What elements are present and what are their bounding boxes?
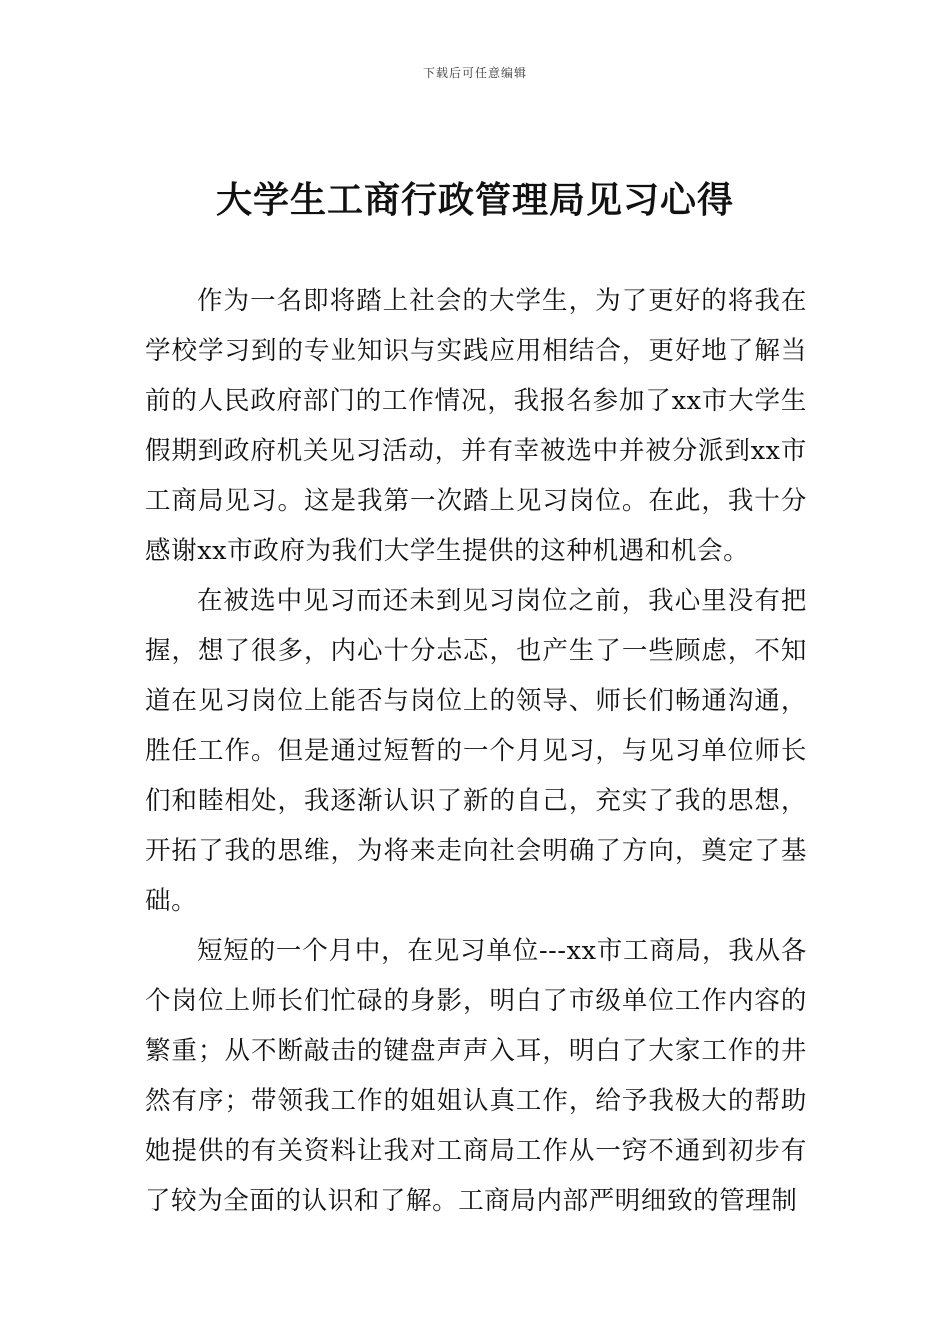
paragraph-2: 在被选中见习而还未到见习岗位之前，我心里没有把握，想了很多，内心十分忐忑，也产生了一些顾虑，不知道在见习岗位上能否与岗位上的领导、师长们畅通沟通，胜任工作。但是通过短暂的一个月见习，与见习单位师长们和睦相处，我逐渐认识了新的自己，充实了我的思想，开拓了我的思维，为将来走向社会明确了方向，奠定了基础。 xyxy=(145,586,807,916)
header-note: 下载后可任意编辑 xyxy=(422,66,527,80)
paragraph-1: 作为一名即将踏上社会的大学生，为了更好的将我在学校学习到的专业知识与实践应用相结合，更好地了解当前的人民政府部门的工作情况，我报名参加了xx市大学生假期到政府机关见习活动，并有幸被选中并被分派到xx市工商局见习。这是我第一次踏上见习岗位。在此，我十分感谢xx市政府为我们大学生提供的这种机遇和机会。 xyxy=(145,286,807,566)
document-title: 大学生工商行政管理局见习心得 xyxy=(215,179,734,221)
paragraph-3: 短短的一个月中，在见习单位---xx市工商局，我从各个岗位上师长们忙碌的身影，明白了市级单位工作内容的繁重；从不断敲击的键盘声声入耳，明白了大家工作的井然有序；带领我工作的姐姐认真工作，给予我极大的帮助她提供的有关资料让我对工商局工作从一窍不通到初步有了较为全面的认识和了解。工商局内部严明细致的管理制 xyxy=(145,936,807,1216)
document-body xyxy=(145,276,807,1226)
